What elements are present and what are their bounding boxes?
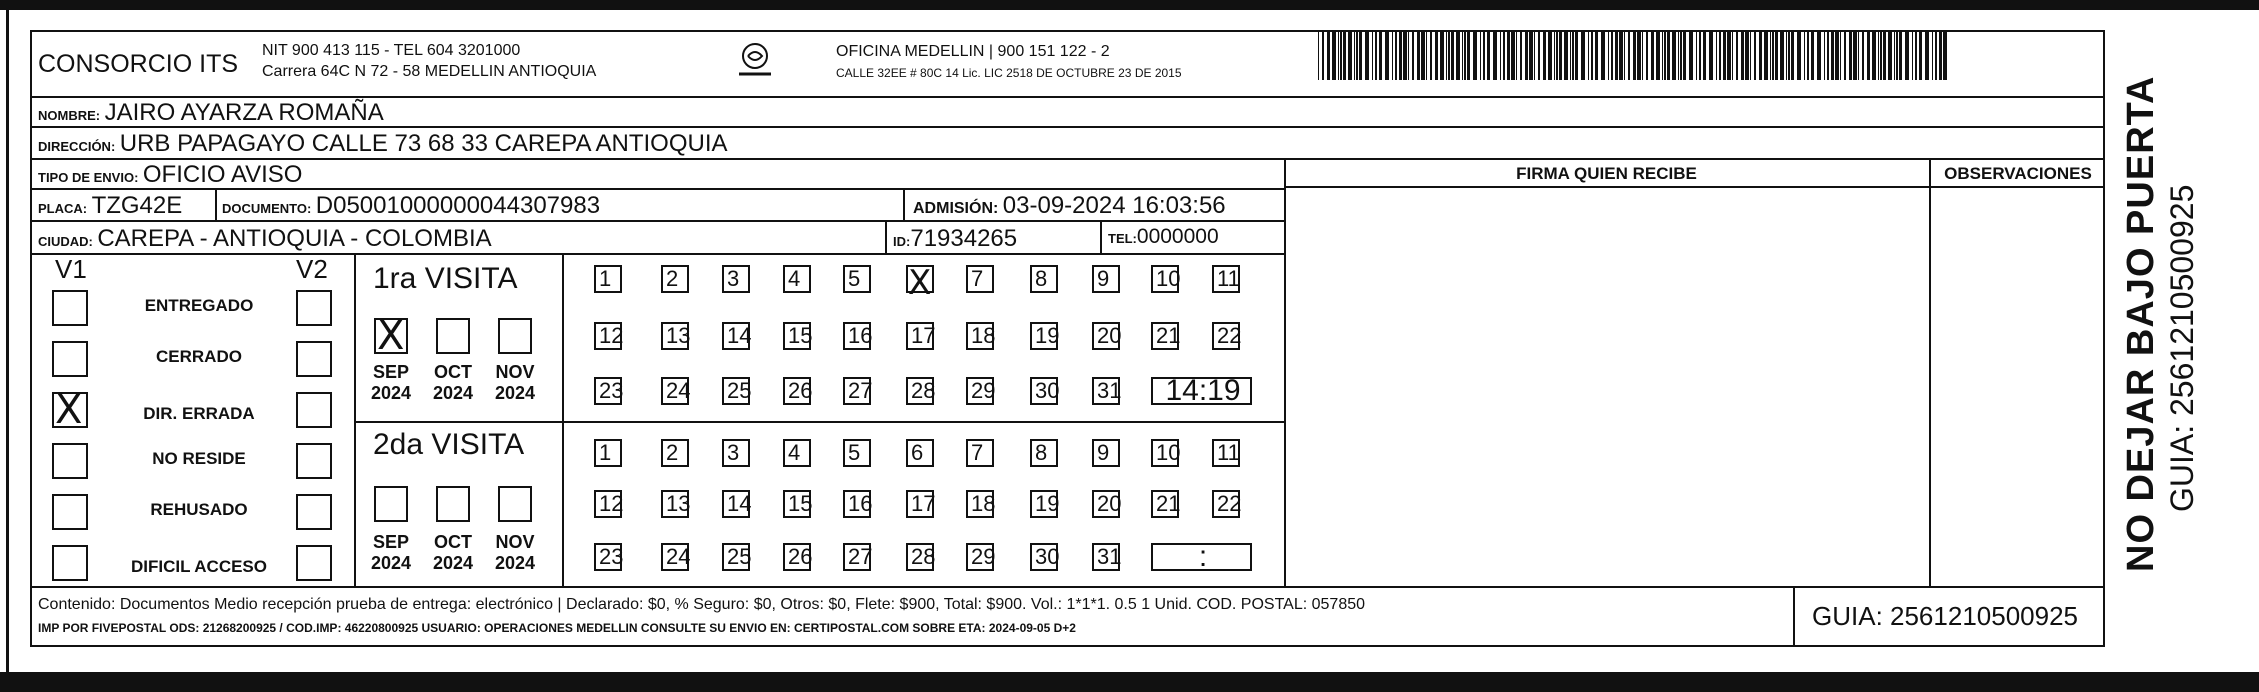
visit2-day-box[interactable] — [966, 439, 994, 467]
visit1-day-number: 27 — [848, 378, 873, 403]
id-value: 71934265 — [910, 225, 1018, 252]
visit2-month-label: NOV 2024 — [494, 532, 536, 573]
company-name: CONSORCIO ITS — [38, 50, 239, 78]
visit2-day-box[interactable] — [1092, 439, 1120, 467]
visit2-day-number: 3 — [727, 440, 740, 465]
visit2-day-box[interactable] — [906, 543, 934, 571]
side-warning: NO DEJAR BAJO PUERTA — [2120, 75, 2162, 572]
visit2-day-box[interactable] — [1212, 439, 1240, 467]
visit1-month-checkbox[interactable] — [374, 313, 408, 359]
visit2-day-box[interactable] — [594, 543, 622, 571]
visit1-day-box[interactable] — [722, 377, 750, 405]
admision-label: ADMISIÓN: — [913, 200, 999, 217]
rule-top — [32, 96, 2105, 98]
visit1-day-number: 8 — [1035, 266, 1048, 291]
rule-id-sep — [885, 220, 887, 253]
visit1-day-number: 10 — [1156, 266, 1181, 291]
checkmark: X — [377, 313, 405, 359]
visit2-day-number: 21 — [1156, 491, 1181, 516]
visit2-day-box[interactable] — [783, 439, 811, 467]
visit2-day-box[interactable] — [594, 439, 622, 467]
visit2-day-box[interactable] — [1030, 543, 1058, 571]
visit1-day-box[interactable] — [783, 322, 811, 350]
visit2-day-number: 16 — [848, 491, 873, 516]
visit1-day-box[interactable] — [661, 377, 689, 405]
visit1-day-number: 7 — [971, 266, 984, 291]
observaciones-field[interactable] — [1933, 190, 2103, 584]
id-label: ID: — [893, 234, 911, 249]
visit2-day-number: 24 — [666, 544, 691, 569]
visit2-day-number: 10 — [1156, 440, 1181, 465]
tel-value: 0000000 — [1136, 225, 1219, 248]
visit2-day-number: 31 — [1097, 544, 1122, 569]
admision-value: 03-09-2024 16:03:56 — [1002, 192, 1226, 219]
v1-label: V1 — [55, 254, 87, 284]
visit1-day-box[interactable] — [843, 377, 871, 405]
visit1-day-number: 19 — [1035, 323, 1060, 348]
visit1-day-number: 1 — [599, 266, 612, 291]
visit2-day-number: 4 — [788, 440, 801, 465]
visit2-day-box[interactable] — [1212, 490, 1240, 518]
rule-firma-header — [1284, 186, 2105, 188]
visit2-day-box[interactable] — [843, 439, 871, 467]
visit2-day-box[interactable] — [722, 439, 750, 467]
visit2-day-box[interactable] — [722, 543, 750, 571]
footer-guia: GUIA: 2561210500925 — [1812, 601, 2078, 631]
visit2-day-box[interactable] — [722, 490, 750, 518]
rule-visits — [354, 421, 1284, 423]
tel-label: TEL: — [1108, 231, 1137, 246]
placa-label: PLACA: — [38, 201, 88, 216]
status-v2-checkbox[interactable] — [296, 545, 332, 581]
status-label: CERRADO — [156, 347, 242, 366]
visit1-day-box[interactable] — [843, 322, 871, 350]
visit2-day-number: 14 — [727, 491, 752, 516]
checkmark: X — [55, 387, 83, 433]
tipo-value: OFICIO AVISO — [142, 161, 303, 188]
visit1-day-box[interactable] — [661, 265, 689, 293]
left-border — [6, 10, 9, 672]
visit1-day-box[interactable] — [843, 265, 871, 293]
nombre-value: JAIRO AYARZA ROMAÑA — [104, 99, 384, 126]
visit1-day-number: 18 — [971, 323, 996, 348]
visit2-day-number: 19 — [1035, 491, 1060, 516]
status-label: ENTREGADO — [144, 296, 254, 315]
barcode — [1318, 30, 1954, 80]
visit1-day-box[interactable] — [1212, 265, 1240, 293]
rule-admision-sep — [903, 188, 905, 220]
visit1-month-checkbox[interactable] — [436, 318, 470, 354]
visit2-day-number: 18 — [971, 491, 996, 516]
visit2-day-box[interactable] — [1151, 490, 1179, 518]
visit2-title: 2da VISITA — [373, 428, 525, 461]
visit2-month-checkbox[interactable] — [374, 486, 408, 522]
visit1-day-box[interactable] — [594, 265, 622, 293]
certipostal-logo — [735, 40, 775, 90]
documento-label: DOCUMENTO: — [222, 201, 312, 216]
visit1-day-number: 23 — [599, 378, 624, 403]
visit1-day-number: 14 — [727, 323, 752, 348]
visit1-month-checkbox[interactable] — [498, 318, 532, 354]
rule-observaciones-left — [1929, 158, 1931, 586]
status-v1-checkbox[interactable] — [52, 494, 88, 530]
visit2-day-box[interactable] — [843, 490, 871, 518]
visit1-day-box[interactable] — [966, 265, 994, 293]
status-v2-checkbox[interactable] — [296, 494, 332, 530]
visit2-day-number: 22 — [1217, 491, 1242, 516]
visit2-day-number: 13 — [666, 491, 691, 516]
status-v2-checkbox[interactable] — [296, 443, 332, 479]
visit2-day-box[interactable] — [1092, 490, 1120, 518]
visit1-month-label: SEP 2024 — [370, 362, 412, 403]
rule-month-sep — [562, 253, 564, 586]
visit2-day-number: 2 — [666, 440, 679, 465]
visit1-title: 1ra VISITA — [373, 262, 518, 295]
status-v1-checkbox[interactable] — [52, 443, 88, 479]
nombre-label: NOMBRE: — [38, 108, 101, 123]
visit1-day-box[interactable] — [783, 377, 811, 405]
visit1-day-number: 20 — [1097, 323, 1122, 348]
visit1-day-box[interactable] — [1212, 322, 1240, 350]
status-label: DIR. ERRADA — [143, 404, 255, 423]
visit2-day-box[interactable] — [661, 439, 689, 467]
visit1-day-box[interactable] — [1030, 322, 1058, 350]
visit2-day-number: 26 — [788, 544, 813, 569]
status-label: NO RESIDE — [152, 449, 246, 468]
visit2-day-number: 28 — [911, 544, 936, 569]
visit1-day-number: 22 — [1217, 323, 1242, 348]
placa-value: TZG42E — [91, 192, 183, 219]
status-v1-checkbox[interactable] — [52, 290, 88, 326]
visit2-month-label: OCT 2024 — [432, 532, 474, 573]
visit1-day-box[interactable] — [722, 265, 750, 293]
top-border — [0, 0, 2259, 10]
visit1-day-number: 11 — [1217, 266, 1240, 291]
visit2-day-box[interactable] — [661, 543, 689, 571]
visit1-day-number: 31 — [1097, 378, 1122, 403]
visit1-day-number: 24 — [666, 378, 691, 403]
visit2-day-number: 1 — [599, 440, 612, 465]
visit1-day-box[interactable] — [1092, 322, 1120, 350]
visit1-day-number: 9 — [1097, 266, 1110, 291]
visit2-day-number: 25 — [727, 544, 752, 569]
visit2-time-box[interactable]: : — [1151, 543, 1252, 571]
visit2-day-number: 29 — [971, 544, 996, 569]
status-label: DIFICIL ACCESO — [130, 557, 267, 576]
bottom-border — [0, 672, 2259, 692]
rule-direccion — [32, 158, 2105, 160]
visit2-day-number: 5 — [848, 440, 861, 465]
visit1-day-box[interactable] — [1151, 322, 1179, 350]
visit2-day-number: 15 — [788, 491, 813, 516]
visit2-day-number: 9 — [1097, 440, 1110, 465]
visit1-day-box[interactable] — [1030, 265, 1058, 293]
direccion-value: URB PAPAGAYO CALLE 73 68 33 CAREPA ANTIOQUIA — [119, 130, 728, 157]
side-guia: GUIA: 2561210500925 — [2164, 184, 2200, 512]
visit2-day-number: 8 — [1035, 440, 1048, 465]
rule-placa — [32, 220, 1284, 222]
checkmark: X — [908, 263, 932, 303]
visit2-day-box[interactable] — [594, 490, 622, 518]
visit2-day-box[interactable] — [1092, 543, 1120, 571]
visit1-day-number: 26 — [788, 378, 813, 403]
rule-firma-left — [1284, 158, 1286, 586]
visit1-day-box[interactable] — [1151, 265, 1179, 293]
status-v1-checkbox[interactable] — [52, 545, 88, 581]
visit2-day-box[interactable] — [1030, 439, 1058, 467]
visit2-day-number: 6 — [911, 440, 924, 465]
visit2-month-checkbox[interactable] — [498, 486, 532, 522]
firma-header: FIRMA QUIEN RECIBE — [1516, 164, 1697, 183]
visit2-day-box[interactable] — [906, 439, 934, 467]
status-v1-checkbox[interactable] — [52, 387, 88, 433]
visit1-day-number: 30 — [1035, 378, 1060, 403]
visit1-day-number: 3 — [727, 266, 740, 291]
visit2-month-label: SEP 2024 — [370, 532, 412, 573]
visit2-day-box[interactable] — [843, 543, 871, 571]
visit1-day-number: 25 — [727, 378, 752, 403]
company-nit: NIT 900 413 115 - TEL 604 3201000 — [262, 42, 521, 59]
visit1-time-box[interactable]: 14:19 — [1151, 377, 1252, 405]
visit2-day-box[interactable] — [906, 490, 934, 518]
visit2-day-box[interactable] — [1151, 439, 1179, 467]
visit1-day-number: 4 — [788, 266, 801, 291]
visit1-day-number: 16 — [848, 323, 873, 348]
visit1-day-box[interactable] — [661, 322, 689, 350]
status-label: REHUSADO — [150, 500, 248, 519]
visit1-day-number: 21 — [1156, 323, 1181, 348]
visit1-day-box[interactable] — [722, 322, 750, 350]
status-v2-checkbox[interactable] — [296, 290, 332, 326]
visit1-day-box[interactable] — [594, 322, 622, 350]
visit1-day-box[interactable] — [906, 377, 934, 405]
visit2-day-number: 20 — [1097, 491, 1122, 516]
visit2-day-number: 23 — [599, 544, 624, 569]
office-info: OFICINA MEDELLIN | 900 151 122 - 2 — [836, 43, 1110, 60]
direccion-label: DIRECCIÓN: — [38, 139, 116, 154]
rule-status-sep — [354, 253, 356, 586]
visit1-day-box[interactable] — [906, 322, 934, 350]
visit1-day-number: 17 — [911, 323, 936, 348]
visit1-day-box[interactable] — [966, 377, 994, 405]
visit2-day-number: 27 — [848, 544, 873, 569]
documento-value: D05001000000044307983 — [315, 192, 601, 219]
status-v1-checkbox[interactable] — [52, 341, 88, 377]
visit2-day-number: 7 — [971, 440, 984, 465]
visit2-day-number: 30 — [1035, 544, 1060, 569]
status-v2-checkbox[interactable] — [296, 392, 332, 428]
status-v2-checkbox[interactable] — [296, 341, 332, 377]
rule-ciudad — [32, 253, 1284, 255]
visit1-day-box[interactable] — [594, 377, 622, 405]
company-address: Carrera 64C N 72 - 58 MEDELLIN ANTIOQUIA — [262, 63, 597, 80]
office-address: CALLE 32EE # 80C 14 Lic. LIC 2518 DE OCTUBRE 23 DE 2015 — [836, 66, 1182, 80]
firma-field[interactable] — [1290, 190, 1926, 584]
rule-guia-sep — [1793, 586, 1795, 647]
visit1-day-box[interactable] — [966, 322, 994, 350]
visit1-day-number: 29 — [971, 378, 996, 403]
visit2-day-box[interactable] — [966, 543, 994, 571]
visit1-day-box[interactable] — [1092, 265, 1120, 293]
visit2-month-checkbox[interactable] — [436, 486, 470, 522]
visit2-day-box[interactable] — [1030, 490, 1058, 518]
visit1-day-number: 5 — [848, 266, 861, 291]
v2-label: V2 — [296, 254, 328, 284]
tipo-label: TIPO DE ENVIO: — [38, 170, 139, 185]
footer-content: Contenido: Documentos Medio recepción prueba de entrega: electrónico | Declarado: $0, % Seguro: $0, Otros: $0, Flete: $900, Total: $900. Vol.: 1*1*1. 0.5 1 Unid. COD. POSTAL: 057850 — [38, 596, 1366, 613]
visit1-month-label: NOV 2024 — [494, 362, 536, 403]
rule-tel-sep — [1100, 220, 1102, 253]
visit2-day-box[interactable] — [783, 543, 811, 571]
visit2-day-number: 17 — [911, 491, 936, 516]
visit1-day-box[interactable] — [1030, 377, 1058, 405]
observaciones-header: OBSERVACIONES — [1944, 164, 2092, 183]
visit2-day-box[interactable] — [661, 490, 689, 518]
footer-imp: IMP POR FIVEPOSTAL ODS: 21268200925 / COD.IMP: 46220800925 USUARIO: OPERACIONES MEDELLIN CONSULTE SU ENVIO EN: CERTIPOSTAL.COM SOBRE ETA: 2024-09-05 D+2 — [38, 621, 1076, 635]
visit1-day-number: 28 — [911, 378, 936, 403]
visit1-day-box[interactable] — [906, 263, 934, 303]
visit1-day-number: 15 — [788, 323, 813, 348]
visit1-day-number: 13 — [666, 323, 691, 348]
visit1-day-box[interactable] — [783, 265, 811, 293]
visit1-day-box[interactable] — [1092, 377, 1120, 405]
visit2-day-box[interactable] — [783, 490, 811, 518]
visit2-day-number: 11 — [1217, 440, 1240, 465]
visit2-day-number: 12 — [599, 491, 624, 516]
ciudad-value: CAREPA - ANTIOQUIA - COLOMBIA — [97, 225, 492, 252]
side-label — [2120, 75, 2238, 572]
visit1-month-label: OCT 2024 — [432, 362, 474, 403]
visit1-day-number: 2 — [666, 266, 679, 291]
visit2-day-box[interactable] — [966, 490, 994, 518]
ciudad-label: CIUDAD: — [38, 234, 93, 249]
visit1-day-number: 12 — [599, 323, 624, 348]
rule-placa-sep — [215, 188, 217, 220]
